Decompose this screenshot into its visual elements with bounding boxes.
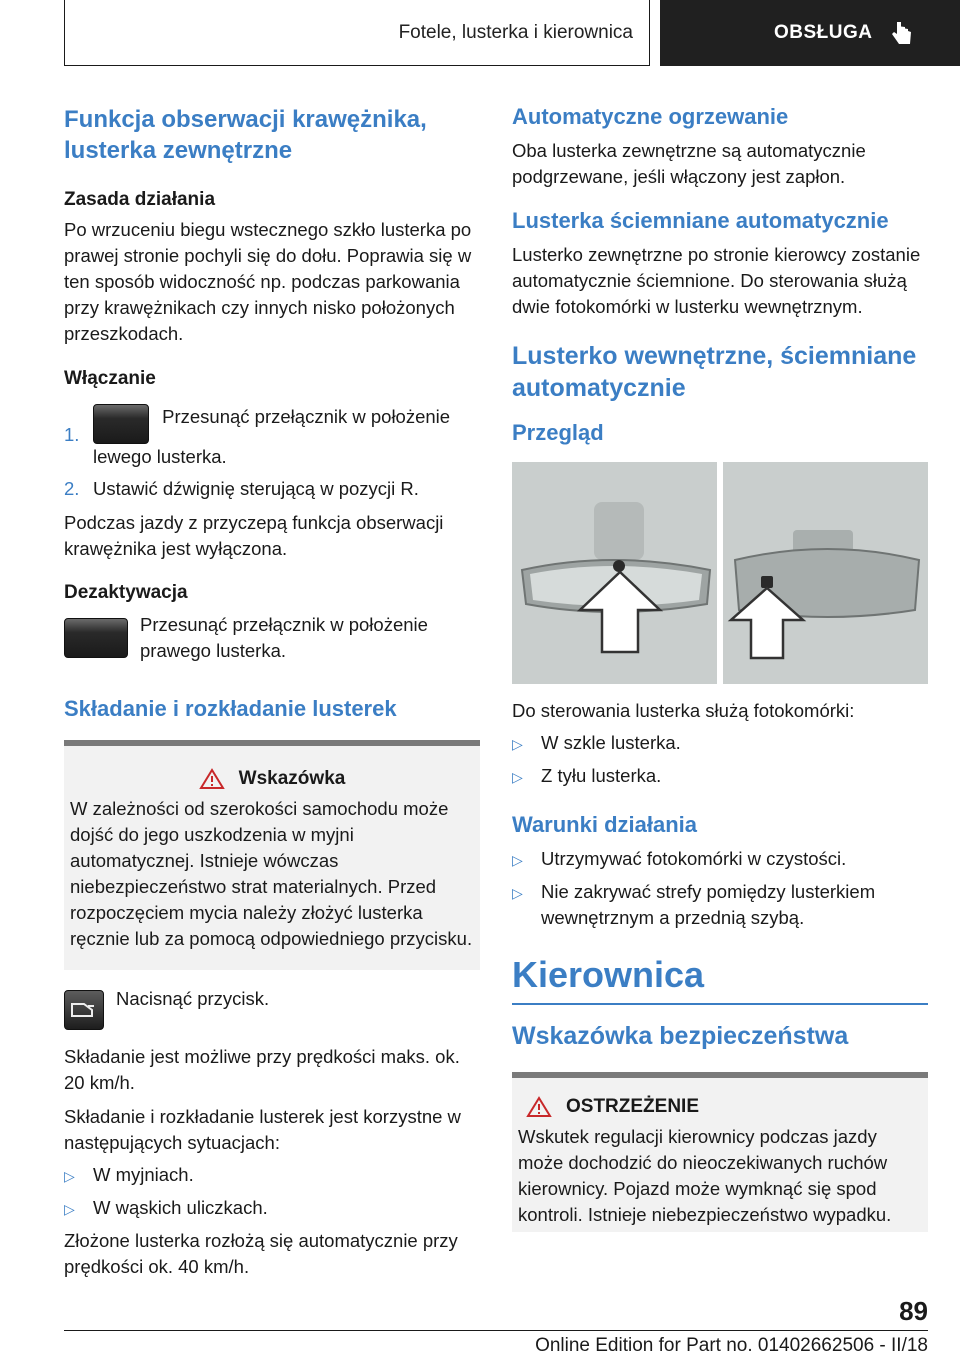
- safety-title: Wskazówka bezpieczeństwa: [512, 1022, 849, 1050]
- list-item: [512, 763, 928, 790]
- overview-title: Przegląd: [512, 420, 604, 445]
- mirror-photos: [512, 462, 928, 684]
- title-rule: [512, 1003, 928, 1005]
- mirror-switch-right-icon: [64, 618, 128, 658]
- note-title: Wskazówka: [238, 768, 346, 789]
- note-text: W zależności od szerokości samochodu może dojść do jego uszkodzenia w myjni automatycznej. Istnieje wówczas niebezpieczeństwo strat materialnych. Przed rozpoczęciem mycia należy złożyć lusterka ręcznie lub za pomocą odpowiedniego przycisku.: [70, 798, 473, 949]
- deactivation-row: [64, 612, 480, 664]
- page-number: 89: [899, 1296, 928, 1326]
- list-item-text: Nie zakrywać strefy pomiędzy lusterkiem wewnętrznym a przednią szybą.: [541, 881, 876, 928]
- list-item-text: W szkle lusterka.: [541, 732, 681, 753]
- footer-divider: [64, 1330, 928, 1331]
- folding-title: Składanie i rozkładanie lusterek: [64, 696, 397, 721]
- mirror-switch-left-icon: [93, 404, 149, 444]
- section-title: Fotele, lusterka i kierownica: [398, 21, 633, 43]
- step-text: Przesunąć przełącznik w położenie lewego lusterka.: [93, 406, 451, 467]
- mirror-rear-photo: [723, 462, 928, 684]
- dimming-title: Lusterka ściemniane automatycznie: [512, 208, 889, 233]
- fold-button-row: [64, 986, 480, 1030]
- useful-text: Składanie i rozkładanie lusterek jest korzystne w następujących sytuacjach:: [64, 1106, 461, 1153]
- photocell-text: Do sterowania lusterka służą fotokomórki:: [512, 700, 855, 721]
- step-number: 1.: [64, 424, 80, 445]
- trailer-text: Podczas jazdy z przyczepą funkcja obserwacji krawężnika jest wyłączona.: [64, 512, 444, 559]
- conditions-title: Warunki działania: [512, 812, 698, 837]
- press-text: Nacisnąć przycisk.: [116, 988, 270, 1009]
- auto-unfold-text: Złożone lusterka rozłożą się automatycznie przy prędkości ok. 40 km/h.: [64, 1230, 458, 1277]
- edition-text: Online Edition for Part no. 01402662506 - II/18: [535, 1335, 928, 1356]
- speed-text: Składanie jest możliwe przy prędkości maks. ok. 20 km/h.: [64, 1046, 460, 1093]
- warning-heading: [518, 1096, 922, 1118]
- step-text: Ustawić dźwignię sterującą w pozycji R.: [93, 478, 419, 499]
- bullet-triangle-icon: ▷: [64, 1201, 75, 1217]
- list-item-text: W myjniach.: [93, 1164, 194, 1185]
- steering-wheel-title: Kierownica: [512, 954, 705, 995]
- note-heading: [70, 768, 474, 790]
- step-1: [64, 404, 480, 470]
- list-item: [512, 846, 928, 873]
- warning-box: [512, 1072, 928, 1232]
- warning-text: Wskutek regulacji kierownicy podczas jazdy może dochodzić do nieoczekiwanych ruchów kierownicy. Pojazd może wymknąć się spod kontroli. Istnieje niebezpieczeństwo wypadku.: [518, 1126, 892, 1225]
- note-box: [64, 740, 480, 970]
- list-item: [512, 730, 928, 757]
- list-item: [512, 879, 928, 931]
- warning-triangle-icon: [526, 1096, 552, 1118]
- heating-title: Automatyczne ogrzewanie: [512, 104, 789, 129]
- bullet-triangle-icon: ▷: [512, 885, 523, 901]
- header-chapter-tab[interactable]: [660, 0, 960, 66]
- list-item: [64, 1162, 480, 1189]
- warning-title: OSTRZEŻENIE: [566, 1096, 700, 1117]
- right-column: [512, 98, 928, 1232]
- list-item-text: W wąskich uliczkach.: [93, 1197, 268, 1218]
- deactivation-text: Przesunąć przełącznik w położenie prawego lusterka.: [140, 614, 428, 661]
- deactivation-heading: Dezaktywacja: [64, 582, 188, 603]
- list-item-text: Z tyłu lusterka.: [541, 765, 662, 786]
- step-2: [64, 476, 480, 502]
- list-item-text: Utrzymywać fotokomórki w czystości.: [541, 848, 847, 869]
- bullet-triangle-icon: ▷: [512, 736, 523, 752]
- fold-mirror-button-icon: [64, 990, 104, 1030]
- pointing-hand-icon: [891, 20, 913, 46]
- curb-monitor-title: Funkcja obserwacji krawężnika, lusterka zewnętrzne: [64, 106, 427, 164]
- principle-text: Po wrzuceniu biegu wstecznego szkło lusterka po prawej stronie pochyli się do dołu. Poprawia się w ten sposób widoczność np. podczas parkowania przy krawężnikach czy innych nisko położonych przeszkodach.: [64, 219, 472, 344]
- dimming-text: Lusterko zewnętrzne po stronie kierowcy zostanie automatycznie ściemnione. Do sterowania służą dwie fotokomórki w lusterku wewnętrznym.: [512, 244, 921, 317]
- bullet-triangle-icon: ▷: [64, 1168, 75, 1184]
- mirror-front-photo: [512, 462, 717, 684]
- chapter-label: OBSŁUGA: [774, 22, 873, 43]
- left-column: [64, 98, 480, 1280]
- activation-heading: Włączanie: [64, 368, 156, 389]
- inner-mirror-title: Lusterko wewnętrzne, ściemniane automatycznie: [512, 342, 917, 402]
- bullet-triangle-icon: ▷: [512, 852, 523, 868]
- warning-triangle-icon: [199, 768, 225, 790]
- bullet-triangle-icon: ▷: [512, 769, 523, 785]
- heating-text: Oba lusterka zewnętrzne są automatycznie podgrzewane, jeśli włączony jest zapłon.: [512, 140, 866, 187]
- list-item: [64, 1195, 480, 1222]
- step-number: 2.: [64, 478, 80, 499]
- header-section-title: [64, 0, 650, 66]
- principle-heading: Zasada działania: [64, 189, 216, 210]
